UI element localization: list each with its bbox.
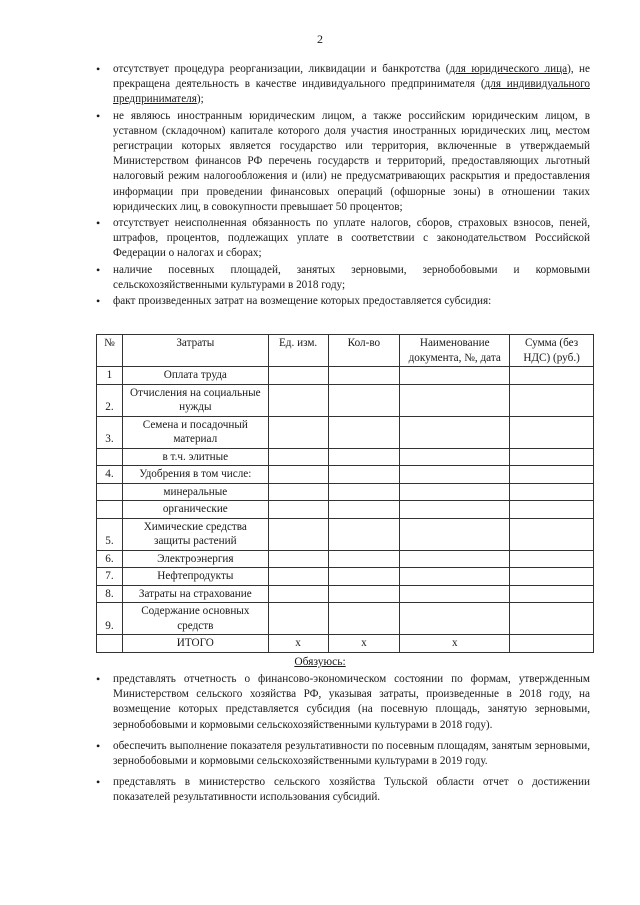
condition-item — [96, 109, 590, 215]
row-amount — [510, 568, 594, 586]
row-amount — [510, 416, 594, 448]
page-number: 2 — [317, 32, 323, 46]
table-row — [97, 568, 594, 586]
row-amount — [510, 448, 594, 466]
obligation-item: • представлять отчетность о финансово-экономическом состоянии по формам, утвержденным Министерством сельского хозяйства РФ, указывая затраты, произведенные в 2018 году, на возмещение которых представляется субсидия (на посевную площадь, занятую зерновыми, зернобобовыми и кормовыми сельскохозяйственными культурами в 2018 году). — [96, 672, 590, 733]
row-document — [400, 501, 510, 519]
header-unit: Ед. изм. — [268, 335, 328, 367]
row-document — [400, 518, 510, 550]
row-document — [400, 550, 510, 568]
row-quantity: х — [328, 635, 400, 653]
row-quantity — [328, 466, 400, 484]
row-quantity — [328, 585, 400, 603]
header-num: № — [97, 335, 123, 367]
row-cost-name: Затраты на страхование — [122, 585, 268, 603]
obligation-item: • обеспечить выполнение показателя результативности по посевным площадям, занятым зерновыми, зернобобовыми и кормовыми сельскохозяйственными культурами в 2019 году. — [96, 739, 590, 769]
condition-item — [96, 294, 590, 309]
row-cost-name: Отчисления на социальные нужды — [122, 384, 268, 416]
row-document — [400, 416, 510, 448]
text-segment: отсутствует процедура реорганизации, ликвидации и банкротства ( — [113, 63, 450, 75]
row-quantity — [328, 603, 400, 635]
row-number: 1 — [97, 367, 123, 385]
row-cost-name: Удобрения в том числе: — [122, 466, 268, 484]
row-unit — [268, 384, 328, 416]
row-unit — [268, 568, 328, 586]
costs-table — [96, 334, 594, 653]
text-segment: наличие посевных площадей, занятых зерновыми, зернобобовыми и кормовыми сельскохозяйственными культурами в 2018 году; — [113, 263, 590, 291]
row-unit — [268, 585, 328, 603]
row-amount — [510, 466, 594, 484]
row-document — [400, 367, 510, 385]
table-row — [97, 585, 594, 603]
condition-item — [96, 216, 590, 262]
row-cost-name: в т.ч. элитные — [122, 448, 268, 466]
row-cost-name: Электроэнергия — [122, 550, 268, 568]
row-amount — [510, 635, 594, 653]
table-row — [97, 448, 594, 466]
text-segment: не являюсь иностранным юридическим лицом, а также российским юридическим лицом, в уставном (складочном) капитале которого доля участия иностранных юридических лиц, местом регистрации которых является государство или территория, включенные в утверждаемый Министерством финансов РФ перечень государств и территорий, предоставляющих льготный налоговый режим налогообложения и (или) не предусматривающих раскрытия и предоставления информации при проведении финансовых операций (офшорные зоны) в отношении таких юридических лиц, в совокупности превышает 50 процентов; — [113, 109, 590, 213]
row-unit — [268, 518, 328, 550]
header-quantity: Кол-во — [328, 335, 400, 367]
row-amount — [510, 501, 594, 519]
table-row — [97, 483, 594, 501]
header-document: Наименование документа, №, дата — [400, 335, 510, 367]
header-amount: Сумма (без НДС) (руб.) — [510, 335, 594, 367]
obligations-list — [96, 672, 590, 812]
table-row — [97, 635, 594, 653]
row-cost-name: Семена и посадочный материал — [122, 416, 268, 448]
row-amount — [510, 518, 594, 550]
row-document — [400, 483, 510, 501]
row-cost-name: органические — [122, 501, 268, 519]
row-cost-name: Оплата труда — [122, 367, 268, 385]
row-quantity — [328, 483, 400, 501]
row-amount — [510, 367, 594, 385]
row-number — [97, 501, 123, 519]
row-document — [400, 466, 510, 484]
obligation-item: • представлять в министерство сельского хозяйства Тульской области отчет о достижении показателей результативности использования субсидий. — [96, 775, 590, 805]
row-amount — [510, 483, 594, 501]
row-cost-name: Химические средства защиты растений — [122, 518, 268, 550]
condition-item — [96, 62, 590, 108]
row-quantity — [328, 518, 400, 550]
row-document — [400, 585, 510, 603]
row-cost-name: минеральные — [122, 483, 268, 501]
row-quantity — [328, 568, 400, 586]
row-amount — [510, 603, 594, 635]
row-quantity — [328, 416, 400, 448]
row-document — [400, 603, 510, 635]
text-segment: отсутствует неисполненная обязанность по уплате налогов, сборов, страховых взносов, пеней, штрафов, процентов, подлежащих уплате в соответствии с законодательством Российской Федерации о налогах и сборах; — [113, 217, 590, 260]
row-quantity — [328, 384, 400, 416]
row-cost-name: ИТОГО — [122, 635, 268, 653]
row-amount — [510, 550, 594, 568]
row-quantity — [328, 501, 400, 519]
table-row — [97, 416, 594, 448]
table-row — [97, 550, 594, 568]
row-document — [400, 448, 510, 466]
row-number: 2. — [97, 384, 123, 416]
table-row — [97, 466, 594, 484]
text-segment: ), не прекращена деятельность в качестве индивидуального предпринимателя ( — [113, 63, 590, 91]
row-number: 6. — [97, 550, 123, 568]
conditions-list — [96, 62, 590, 310]
table-row — [97, 384, 594, 416]
underlined-text: для индивидуального предпринимателя — [113, 78, 590, 106]
text-segment: факт произведенных затрат на возмещение которых предоставляется субсидия: — [113, 295, 492, 308]
row-unit — [268, 603, 328, 635]
row-quantity — [328, 448, 400, 466]
row-unit — [268, 416, 328, 448]
row-unit — [268, 466, 328, 484]
row-document — [400, 568, 510, 586]
text-segment: ); — [196, 93, 204, 106]
row-quantity — [328, 367, 400, 385]
row-cost-name: Содержание основных средств — [122, 603, 268, 635]
row-document: х — [400, 635, 510, 653]
row-amount — [510, 384, 594, 416]
underlined-text: для юридического лица — [449, 63, 568, 75]
row-unit — [268, 483, 328, 501]
row-number — [97, 635, 123, 653]
row-number: 8. — [97, 585, 123, 603]
row-cost-name: Нефтепродукты — [122, 568, 268, 586]
row-number: 7. — [97, 568, 123, 586]
header-costs: Затраты — [122, 335, 268, 367]
table-row — [97, 603, 594, 635]
row-amount — [510, 585, 594, 603]
table-row — [97, 518, 594, 550]
row-unit — [268, 550, 328, 568]
row-number — [97, 448, 123, 466]
obligation-heading: Обязуюсь: — [294, 656, 346, 668]
row-number — [97, 483, 123, 501]
row-unit — [268, 501, 328, 519]
row-unit — [268, 448, 328, 466]
row-quantity — [328, 550, 400, 568]
row-number: 5. — [97, 518, 123, 550]
row-number: 9. — [97, 603, 123, 635]
row-number: 4. — [97, 466, 123, 484]
row-unit — [268, 367, 328, 385]
table-row — [97, 501, 594, 519]
row-unit: х — [268, 635, 328, 653]
row-number: 3. — [97, 416, 123, 448]
row-document — [400, 384, 510, 416]
table-header-row — [97, 335, 594, 367]
table-row — [97, 367, 594, 385]
condition-item — [96, 263, 590, 293]
